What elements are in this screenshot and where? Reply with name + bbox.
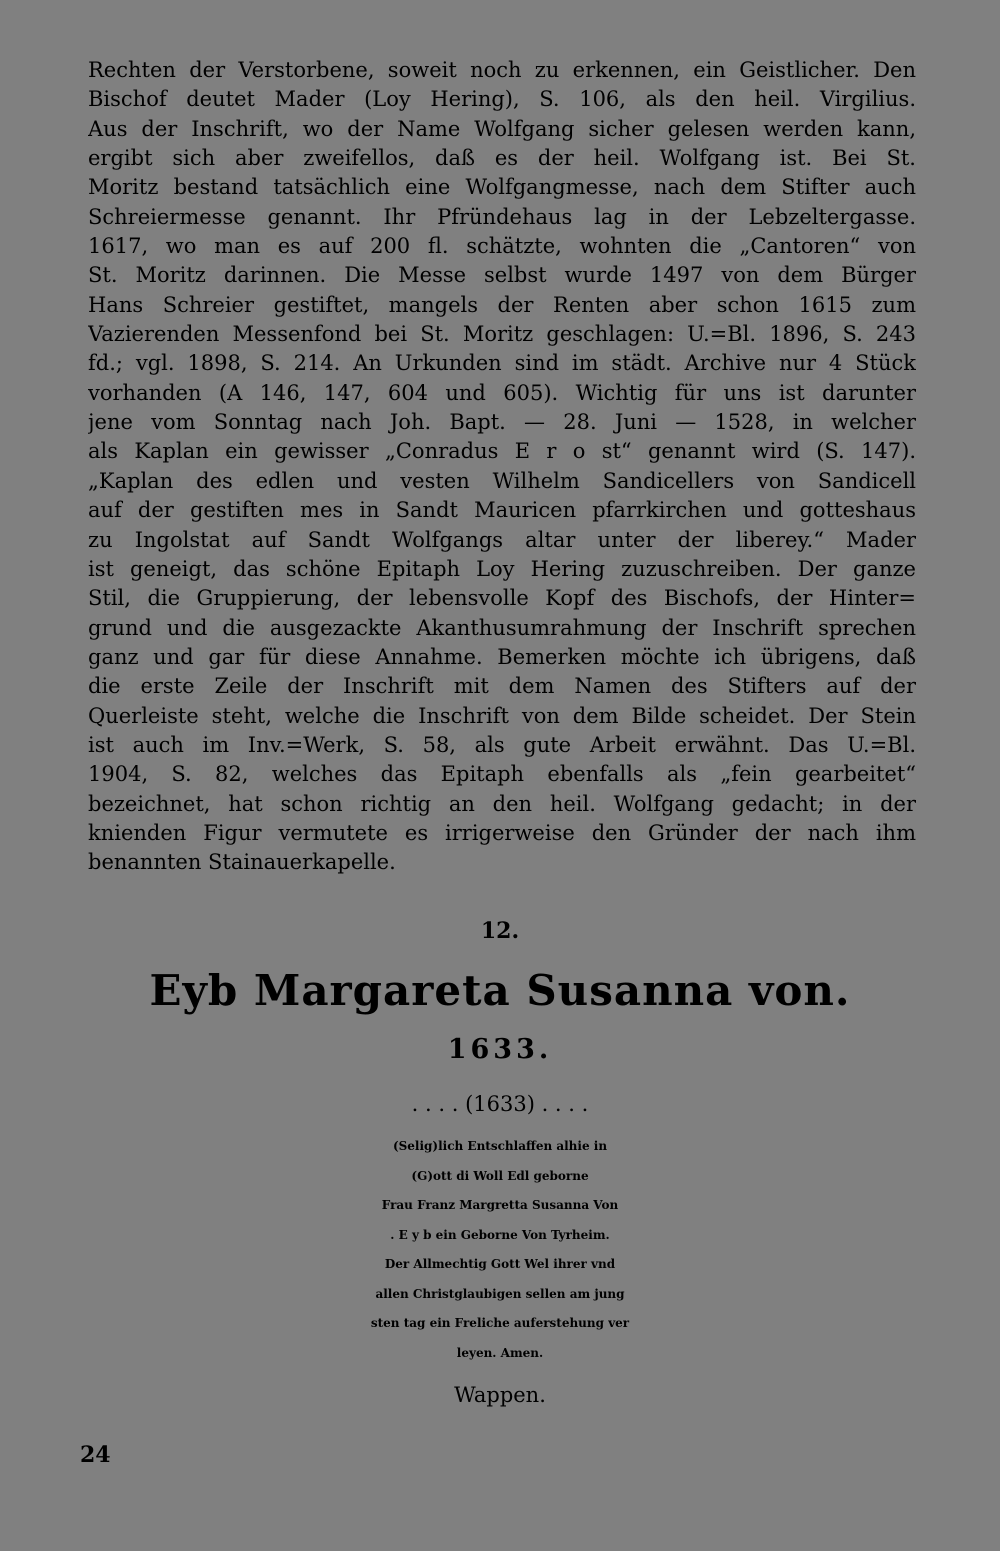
inscription-line: . E y b ein Geborne Von Tyrheim. — [390, 1227, 610, 1242]
body-line: ist auch im Inv.=Werk, S. 58, als gute Arbeit erwähnt. Das U.=Bl. — [88, 732, 916, 757]
body-line: ergibt sich aber zweifellos, daß es der heil. Wolfgang ist. Bei St. — [88, 146, 916, 171]
body-line: Aus der Inschrift, wo der Name Wolfgang sicher gelesen werden kann, — [88, 116, 916, 141]
body-line: die erste Zeile der Inschrift mit dem Namen des Stifters auf der — [88, 674, 916, 699]
body-line: jene vom Sonntag nach Joh. Bapt. — 28. Juni — 1528, in welcher — [88, 410, 916, 435]
body-line: ist geneigt, das schöne Epitaph Loy Hering zuzuschreiben. Der ganze — [88, 556, 916, 581]
page-number: 24 — [80, 1442, 111, 1468]
section-year: 1633. — [447, 1034, 553, 1065]
body-line: 1617, wo man es auf 200 fl. schätzte, wohnten die „Cantoren“ von — [88, 234, 916, 259]
body-line: zu Ingolstat auf Sandt Wolfgangs altar unter der liberey.“ Mader — [88, 527, 916, 552]
body-line: Schreiermesse genannt. Ihr Pfründehaus lag in der Lebzeltergasse. — [88, 204, 916, 229]
body-line: ganz und gar für diese Annahme. Bemerken möchte ich übrigens, daß — [88, 644, 916, 669]
inscription-line: allen Christglaubigen sellen am jung — [375, 1286, 625, 1301]
inscription-line: (Selig)lich Entschlaffen alhie in — [392, 1139, 608, 1153]
body-line: auf der gestiften mes in Sandt Mauricen pfarrkirchen und gotteshaus — [88, 498, 916, 523]
body-line: 1904, S. 82, welches das Epitaph ebenfalls als „fein gearbeitet“ — [88, 762, 916, 787]
inscription-date-line: . . . . (1633) . . . . — [411, 1092, 589, 1116]
body-line: fd.; vgl. 1898, S. 214. An Urkunden sind im städt. Archive nur 4 Stück — [88, 351, 916, 376]
body-line: Stil, die Gruppierung, der lebensvolle Kopf des Bischofs, der Hinter= — [88, 586, 916, 611]
body-line: bezeichnet, hat schon richtig an den heil. Wolfgang gedacht; in der — [88, 791, 916, 816]
section-number: 12. — [480, 918, 520, 944]
body-line: benannten Stainauerkapelle. — [88, 850, 396, 875]
body-line: als Kaplan ein gewisser „Conradus E r o st“ genannt wird (S. 147). — [88, 439, 916, 464]
body-line: knienden Figur vermutete es irrigerweise den Gründer der nach ihm — [88, 820, 916, 845]
body-line: Querleiste steht, welche die Inschrift von dem Bilde scheidet. Der Stein — [88, 703, 916, 728]
inscription-line: Der Allmechtig Gott Wel ihrer vnd — [384, 1257, 616, 1271]
body-line: Bischof deutet Mader (Loy Hering), S. 106, als den heil. Virgilius. — [88, 87, 916, 112]
body-line: grund und die ausgezackte Akanthusumrahmung der Inschrift sprechen — [88, 615, 916, 640]
inscription-line: sten tag ein Freliche auferstehung ver — [370, 1316, 630, 1330]
body-line: vorhanden (A 146, 147, 604 und 605). Wichtig für uns ist darunter — [88, 380, 916, 405]
section-title: Eyb Margareta Susanna von. — [149, 966, 851, 1015]
body-line: Hans Schreier gestiftet, mangels der Renten aber schon 1615 zum — [88, 292, 916, 317]
inscription-line: Frau Franz Margretta Susanna Von — [381, 1198, 619, 1212]
body-line: „Kaplan des edlen und vesten Wilhelm Sandicellers von Sandicell — [88, 468, 916, 493]
body-line: St. Moritz darinnen. Die Messe selbst wurde 1497 von dem Bürger — [88, 263, 916, 288]
body-line: Moritz bestand tatsächlich eine Wolfgangmesse, nach dem Stifter auch — [88, 175, 916, 200]
wappen-note: Wappen. — [454, 1383, 546, 1407]
inscription-line: (G)ott di Woll Edl geborne — [411, 1168, 589, 1183]
body-text — [88, 56, 916, 878]
body-line: Vazierenden Messenfond bei St. Moritz geschlagen: U.=Bl. 1896, S. 243 — [88, 322, 916, 347]
body-line: Rechten der Verstorbene, soweit noch zu erkennen, ein Geistlicher. Den — [88, 58, 916, 82]
inscription-line: leyen. Amen. — [456, 1345, 544, 1360]
inscription — [0, 1132, 1000, 1368]
